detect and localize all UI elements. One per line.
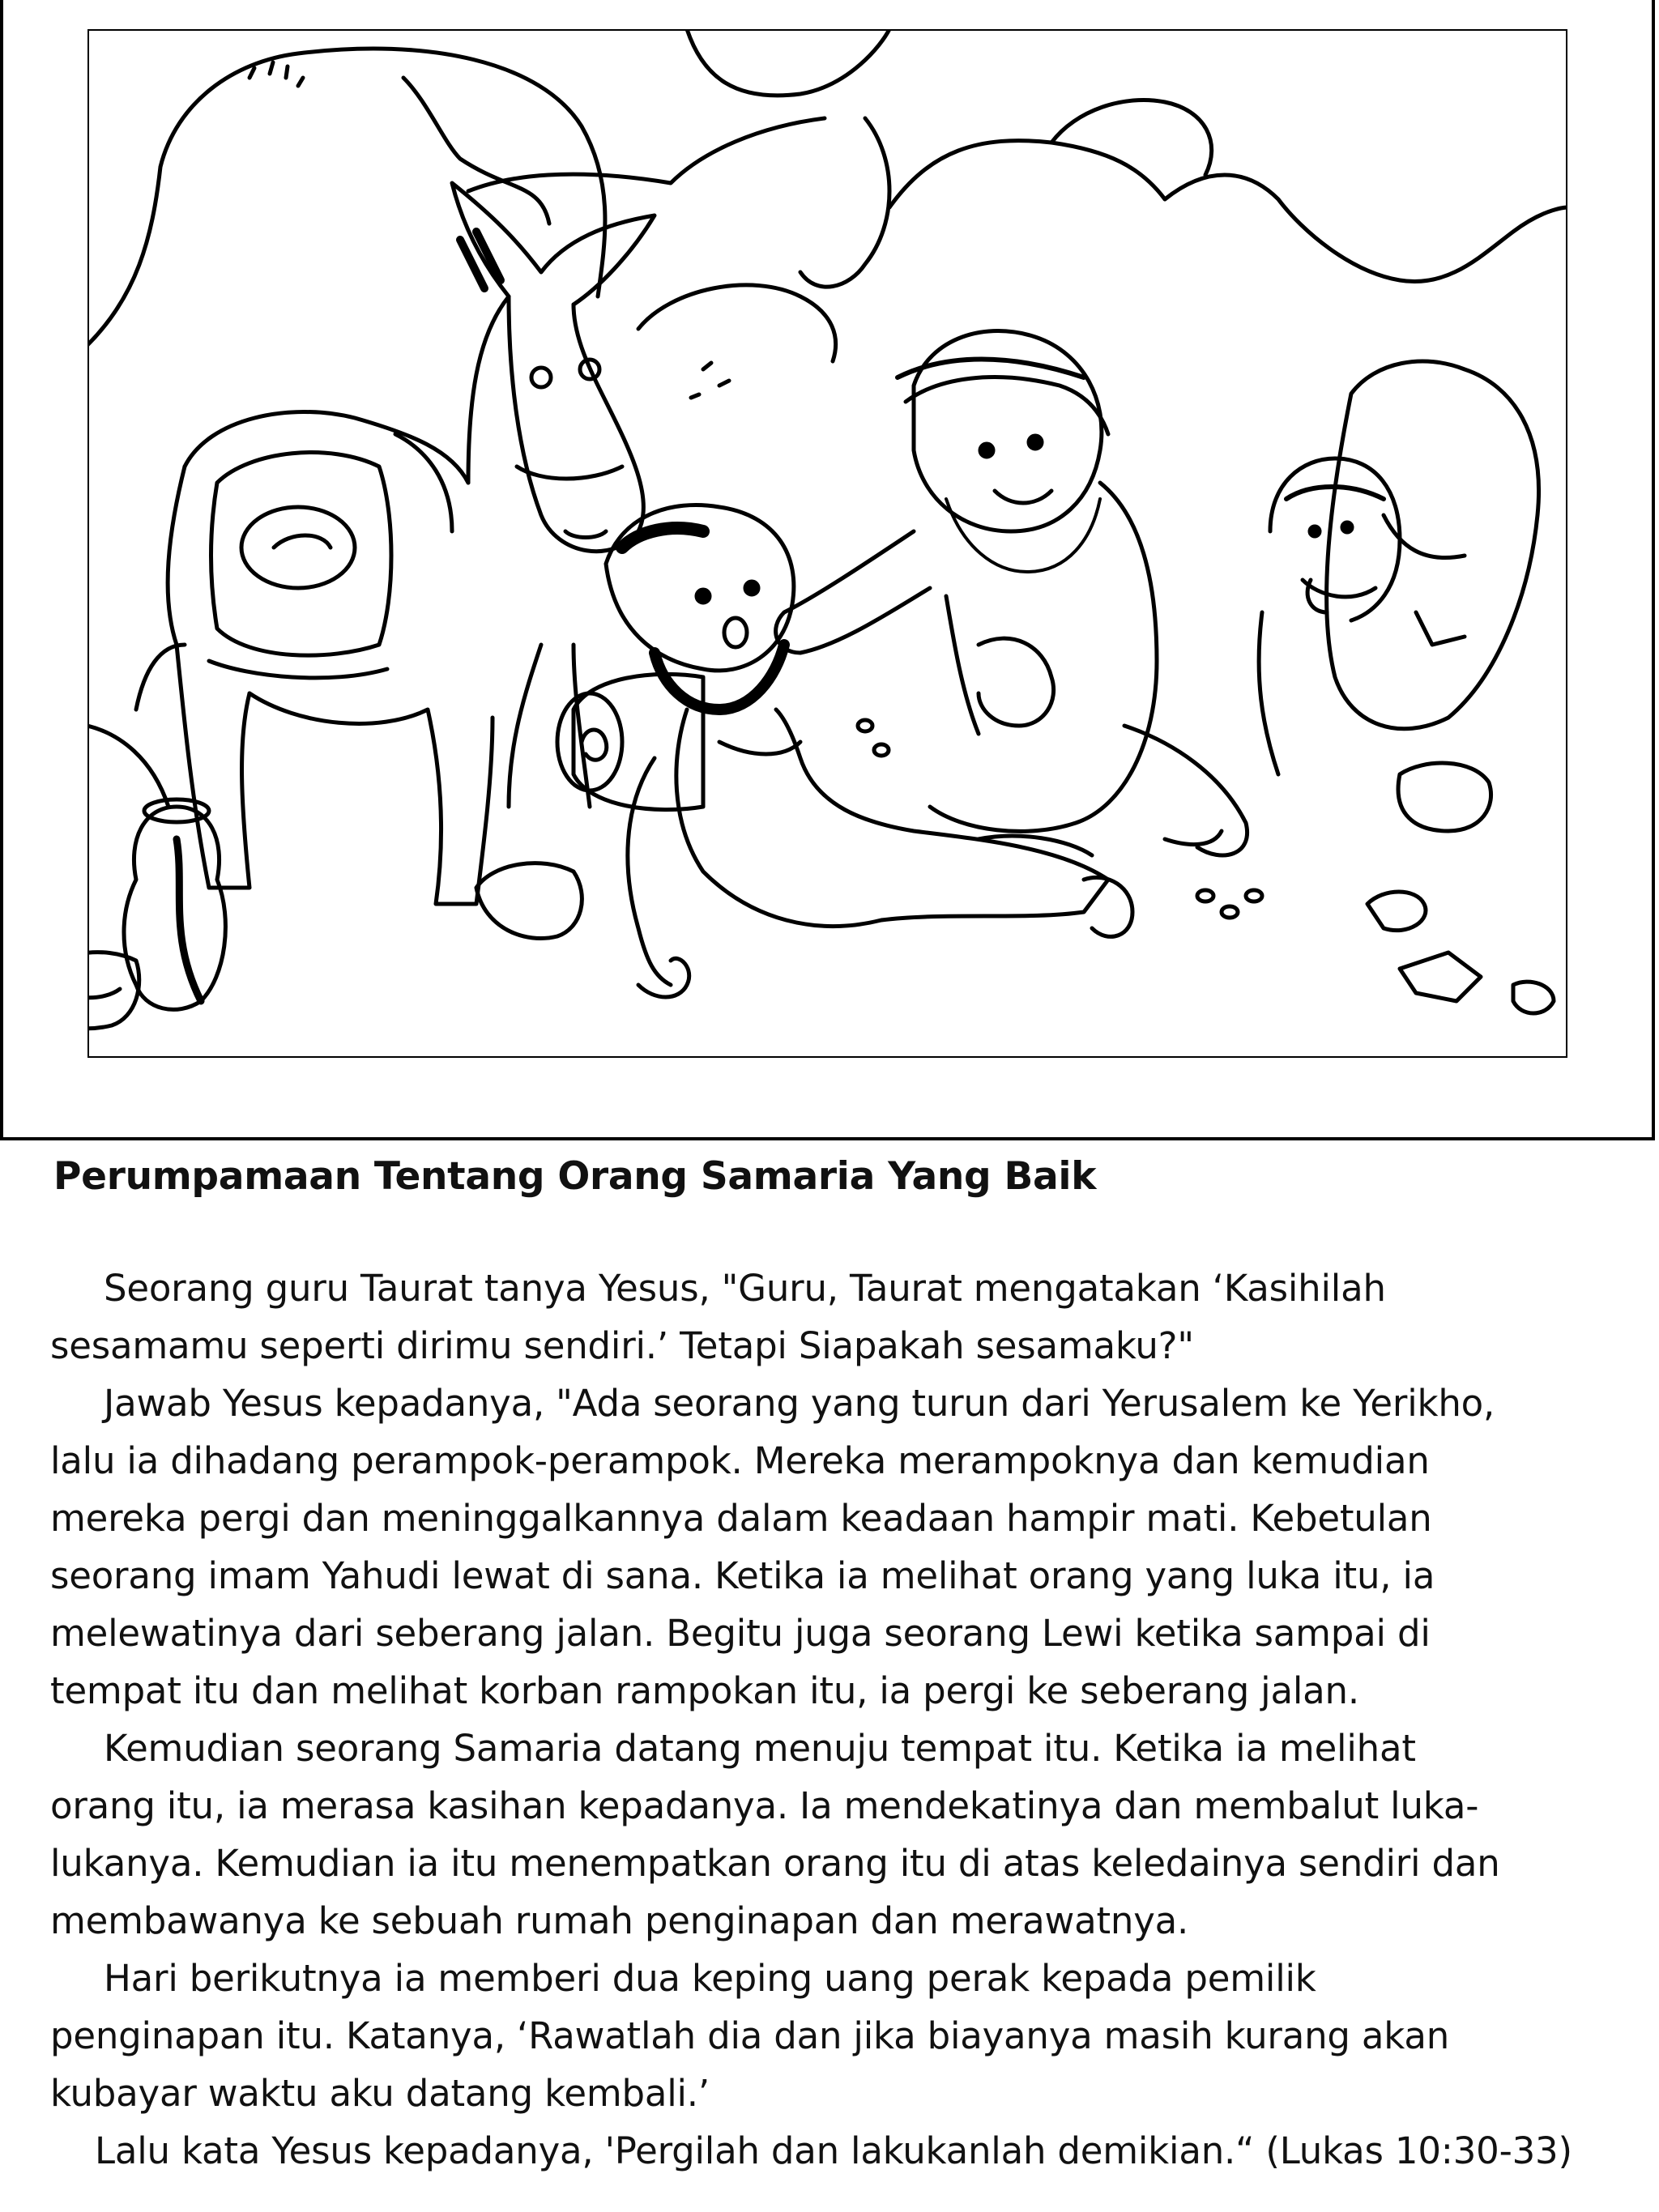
story-line: sesamamu seperti dirimu sendiri.’ Tetapi Siapakah sesamaku?": [50, 1324, 1194, 1367]
priest-icon: [1259, 458, 1400, 774]
story-line: lalu ia dihadang perampok-perampok. Mereka merampoknya dan kemudian: [50, 1439, 1430, 1482]
wounded-man-icon: [606, 505, 1132, 997]
illustration-border: [87, 29, 1567, 1058]
story-line: Jawab Yesus kepadanya, "Ada seorang yang turun dari Yerusalem ke Yerikho,: [104, 1382, 1495, 1425]
story-line: seorang imam Yahudi lewat di sana. Ketika ia melihat orang yang luka itu, ia: [50, 1554, 1435, 1597]
story-line: Hari berikutnya ia memberi dua keping uang perak kepada pemilik: [104, 1957, 1316, 2000]
story-line: membawanya ke sebuah rumah penginapan dan merawatnya.: [50, 1899, 1189, 1942]
stones-icon: [476, 720, 1554, 1013]
donkey-icon: [136, 183, 655, 904]
story-line: mereka pergi dan meninggalkannya dalam keadaan hampir mati. Kebetulan: [50, 1497, 1432, 1540]
rocks-icon: [87, 29, 1567, 807]
samaritan-icon: [776, 331, 1247, 856]
story-line: tempat itu dan melihat korban rampokan itu, ia pergi ke seberang jalan.: [50, 1669, 1359, 1712]
story-line: Seorang guru Taurat tanya Yesus, "Guru, Taurat mengatakan ‘Kasihilah: [104, 1267, 1386, 1310]
story-line: Kemudian seorang Samaria datang menuju tempat itu. Ketika ia melihat: [104, 1727, 1416, 1770]
story-line: melewatinya dari seberang jalan. Begitu juga seorang Lewi ketika sampai di: [50, 1612, 1431, 1655]
illustration: [87, 29, 1567, 1058]
story-line: lukanya. Kemudian ia itu menempatkan orang itu di atas keledainya sendiri dan: [50, 1842, 1500, 1885]
bag-icon: [87, 953, 139, 1029]
story-line: orang itu, ia merasa kasihan kepadanya. Ia mendekatinya dan membalut luka-: [50, 1784, 1479, 1827]
story-line: kubayar waktu aku datang kembali.’: [50, 2072, 710, 2115]
story-text: [50, 1259, 1659, 2180]
story-line: penginapan itu. Katanya, ‘Rawatlah dia dan jika biayanya masih kurang akan: [50, 2014, 1450, 2057]
page-title: Perumpamaan Tentang Orang Samaria Yang Baik: [53, 1154, 1097, 1199]
story-line: Lalu kata Yesus kepadanya, 'Pergilah dan lakukanlah demikian.“ (Lukas 10:30-33): [95, 2129, 1572, 2172]
